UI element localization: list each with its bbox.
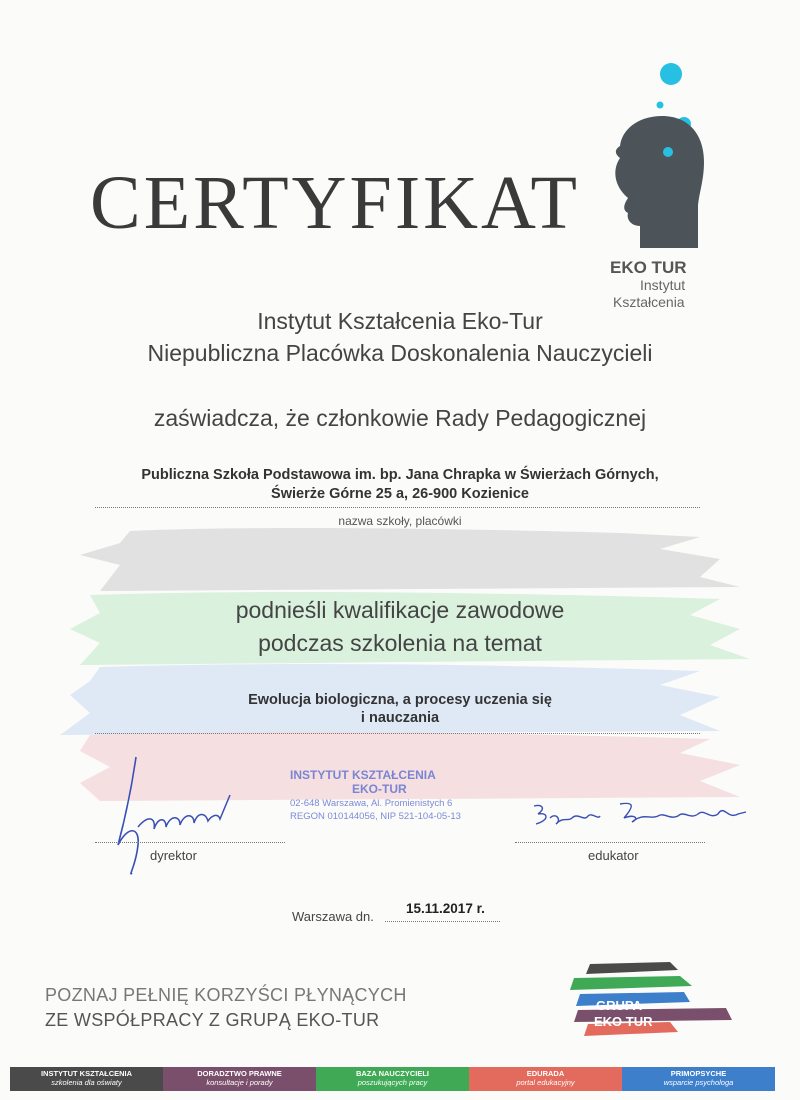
training-topic-line2: i nauczania	[360, 710, 440, 726]
promo-line1: POZNAJ PEŁNIĘ KORZYŚCI PŁYNĄCYCH	[45, 985, 407, 1005]
footer-segment-subtitle: portal edukacyjny	[516, 1077, 575, 1087]
footer-segment-title: INSTYTUT KSZTAŁCENIA	[40, 1069, 133, 1078]
logo-brand-line2: Instytut	[640, 277, 686, 293]
stamp-line1: INSTYTUT KSZTAŁCENIA	[290, 768, 436, 782]
footer-bar	[10, 1067, 775, 1091]
footer-segment-institute	[10, 1067, 163, 1091]
institute-stamp	[290, 768, 490, 822]
stamp-line4: REGON 010144056, NIP 521-104-05-13	[290, 811, 461, 822]
footer-segment-title: EDURADA	[526, 1069, 565, 1078]
topic-dotted-line	[95, 733, 700, 734]
stamp-line2: EKO-TUR	[352, 782, 407, 796]
issue-date: 15.11.2017 r.	[406, 901, 485, 916]
group-logo-line2: EKO TUR	[594, 1014, 653, 1029]
eko-tur-head-logo	[600, 58, 715, 258]
footer-segment-title: BAZA NAUCZYCIELI	[355, 1069, 430, 1078]
footer-segment-subtitle: konsultacje i porady	[206, 1077, 273, 1087]
footer-segment-subtitle: wsparcie psychologa	[663, 1077, 734, 1087]
group-logo-line1: GRUPA	[596, 998, 642, 1013]
school-caption: nazwa szkoły, placówki	[338, 514, 462, 528]
qualification-line1: podnieśli kwalifikacje zawodowe	[235, 597, 565, 623]
issuer-line1: Instytut Kształcenia Eko-Tur	[257, 308, 543, 334]
school-dotted-line	[95, 507, 700, 508]
footer-segment-subtitle: poszukujących pracy	[357, 1077, 428, 1087]
promo-line2: ZE WSPÓŁPRACY Z GRUPĄ EKO-TUR	[45, 1010, 380, 1030]
educator-label: edukator	[588, 848, 639, 863]
footer-segment-primopsyche	[622, 1067, 775, 1091]
educator-signature	[528, 798, 753, 840]
grupa-eko-tur-logo	[560, 960, 740, 1045]
logo-brand-name: EKO TUR	[610, 258, 687, 277]
school-name-line2: Świerże Górne 25 a, 26-900 Kozienice	[271, 486, 529, 502]
footer-segment-edurada	[469, 1067, 622, 1091]
training-topic-line1: Ewolucja biologiczna, a procesy uczenia się	[248, 692, 552, 708]
place-label: Warszawa dn.	[292, 909, 374, 924]
issuer-line2: Niepubliczna Placówka Doskonalenia Nauczycieli	[147, 340, 653, 366]
footer-segment-title: PRIMOPSYCHE	[670, 1069, 727, 1078]
footer-segment-subtitle: szkolenia dla oświaty	[51, 1077, 122, 1087]
stamp-line3: 02-648 Warszawa, Al. Promienistych 6	[290, 798, 453, 809]
footer-segment-title: DORADZTWO PRAWNE	[197, 1069, 282, 1078]
educator-signature-line	[515, 842, 705, 843]
school-name-line1: Publiczna Szkoła Podstawowa im. bp. Jana Chrapka w Świerżach Górnych,	[141, 467, 659, 483]
logo-brand-line3: Kształcenia	[613, 294, 685, 310]
director-signature-line	[95, 842, 285, 843]
qualification-line2: podczas szkolenia na temat	[258, 630, 542, 656]
certifies-text: zaświadcza, że członkowie Rady Pedagogicznej	[153, 405, 647, 431]
director-label: dyrektor	[150, 848, 197, 863]
footer-segment-legal	[163, 1067, 316, 1091]
footer-segment-teachers	[316, 1067, 469, 1091]
date-dotted-line	[385, 921, 500, 922]
certificate-title: CERTYFIKAT	[90, 161, 580, 245]
